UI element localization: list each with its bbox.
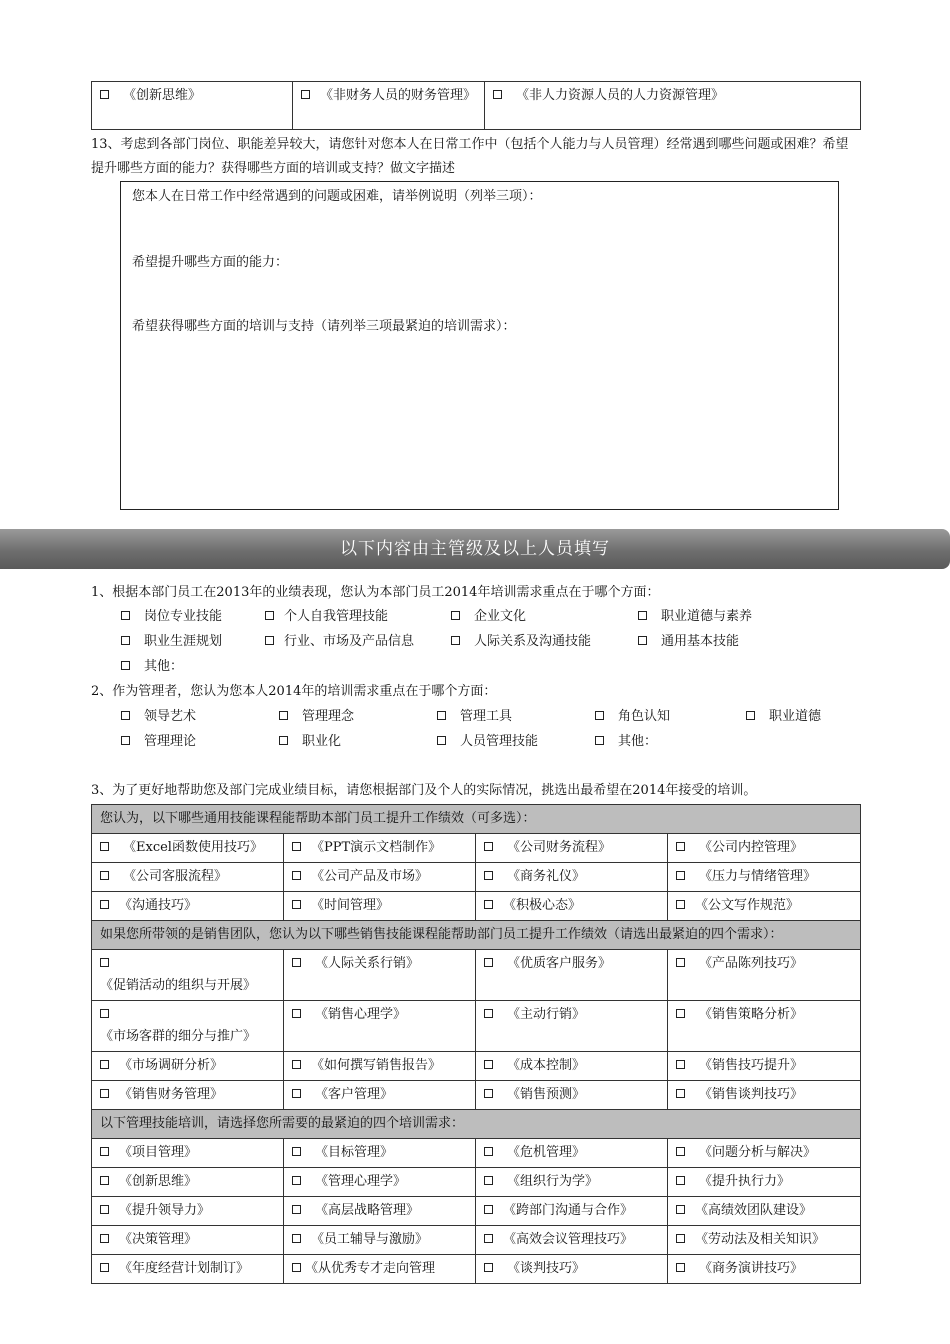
option-cell[interactable]: 《市场调研分析》 xyxy=(92,1052,284,1081)
option-cell[interactable]: 《优质客户服务》 xyxy=(476,950,668,1001)
checkbox[interactable] xyxy=(292,1234,301,1243)
checkbox[interactable] xyxy=(484,871,493,880)
option-cell[interactable]: 《时间管理》 xyxy=(284,892,476,921)
checkbox[interactable] xyxy=(265,611,274,620)
option-cell[interactable]: 《销售预测》 xyxy=(476,1081,668,1110)
option-cell[interactable]: 《提升领导力》 xyxy=(92,1197,284,1226)
option-cell[interactable]: 《高效会议管理技巧》 xyxy=(476,1226,668,1255)
checkbox[interactable] xyxy=(484,1176,493,1185)
checkbox[interactable] xyxy=(676,1205,685,1214)
q1-option[interactable]: 个人自我管理技能 xyxy=(265,607,388,627)
q13-prompt-training: 希望获得哪些方面的培训与支持（请列举三项最紧迫的培训需求）： xyxy=(132,319,516,334)
checkbox[interactable] xyxy=(292,1147,301,1156)
management-skills-header: 以下管理技能培训，请选择您所需要的最紧迫的四个培训需求： xyxy=(92,1110,861,1139)
option-cell[interactable]: 《商务礼仪》 xyxy=(476,863,668,892)
checkbox[interactable] xyxy=(676,1263,685,1272)
checkbox[interactable] xyxy=(484,1205,493,1214)
q2-option[interactable]: 管理工具 xyxy=(437,707,512,727)
checkbox[interactable] xyxy=(121,711,130,720)
option-cell[interactable]: 《劳动法及相关知识》 xyxy=(668,1226,861,1255)
checkbox[interactable] xyxy=(100,1089,109,1098)
option-cell[interactable]: 《促销活动的组织与开展》 xyxy=(92,950,284,1001)
checkbox[interactable] xyxy=(292,900,301,909)
checkbox[interactable] xyxy=(292,842,301,851)
checkbox[interactable] xyxy=(676,1009,685,1018)
option-cell[interactable]: 《PPT演示文档制作》 xyxy=(284,834,476,863)
option-cell[interactable]: 《成本控制》 xyxy=(476,1052,668,1081)
checkbox[interactable] xyxy=(484,1147,493,1156)
checkbox[interactable] xyxy=(100,90,109,99)
option-cell[interactable]: 《商务演讲技巧》 xyxy=(668,1255,861,1284)
checkbox[interactable] xyxy=(292,871,301,880)
checkbox[interactable] xyxy=(100,842,109,851)
option-cell[interactable]: 《市场客群的细分与推广》 xyxy=(92,1001,284,1052)
checkbox[interactable] xyxy=(676,1147,685,1156)
q1-option[interactable]: 其他： xyxy=(121,657,183,677)
option-cell[interactable]: 《项目管理》 xyxy=(92,1139,284,1168)
checkbox[interactable] xyxy=(100,1009,109,1018)
checkbox[interactable] xyxy=(292,1009,301,1018)
option-cell[interactable]: 《公文写作规范》 xyxy=(668,892,861,921)
option-cell[interactable]: 《压力与情绪管理》 xyxy=(668,863,861,892)
option-cell[interactable]: 《提升执行力》 xyxy=(668,1168,861,1197)
option-cell[interactable]: 《高绩效团队建设》 xyxy=(668,1197,861,1226)
option-cell[interactable]: 《非人力资源人员的人力资源管理》 xyxy=(485,82,861,130)
q2-option[interactable]: 其他： xyxy=(595,732,657,752)
question-2: 2、作为管理者，您认为您本人2014年的培训需求重点在于哪个方面： xyxy=(91,684,497,699)
option-cell[interactable]: 《客户管理》 xyxy=(284,1081,476,1110)
option-cell[interactable]: 《创新思维》 xyxy=(92,1168,284,1197)
section-banner xyxy=(0,529,950,569)
option-cell[interactable]: 《销售技巧提升》 xyxy=(668,1052,861,1081)
checkbox[interactable] xyxy=(676,1176,685,1185)
checkbox[interactable] xyxy=(437,736,446,745)
q1-option[interactable]: 岗位专业技能 xyxy=(121,607,222,627)
option-cell[interactable]: 《销售财务管理》 xyxy=(92,1081,284,1110)
sales-skills-rows xyxy=(92,950,861,1110)
q2-option[interactable]: 管理理论 xyxy=(121,732,196,752)
checkbox[interactable] xyxy=(279,711,288,720)
checkbox[interactable] xyxy=(484,1263,493,1272)
option-cell[interactable]: 《危机管理》 xyxy=(476,1139,668,1168)
option-cell[interactable]: 《公司产品及市场》 xyxy=(284,863,476,892)
checkbox[interactable] xyxy=(676,1234,685,1243)
checkbox[interactable] xyxy=(484,1060,493,1069)
checkbox[interactable] xyxy=(100,1060,109,1069)
checkbox[interactable] xyxy=(121,736,130,745)
q13-prompt-abilities: 希望提升哪些方面的能力： xyxy=(132,255,289,270)
option-cell[interactable]: 《谈判技巧》 xyxy=(476,1255,668,1284)
option-cell[interactable]: 《管理心理学》 xyxy=(284,1168,476,1197)
checkbox[interactable] xyxy=(484,958,493,967)
q2-option[interactable]: 职业道德 xyxy=(746,707,821,727)
checkbox[interactable] xyxy=(100,958,109,967)
general-skills-header: 您认为，以下哪些通用技能课程能帮助本部门员工提升工作绩效（可多选）： xyxy=(92,805,861,834)
option-cell[interactable]: 《如何撰写销售报告》 xyxy=(284,1052,476,1081)
option-cell[interactable]: 《高层战略管理》 xyxy=(284,1197,476,1226)
q13-prompt-problems: 您本人在日常工作中经常遇到的问题或困难，请举例说明（列举三项）： xyxy=(132,189,542,204)
checkbox[interactable] xyxy=(676,842,685,851)
checkbox[interactable] xyxy=(595,711,604,720)
option-cell[interactable]: 《公司内控管理》 xyxy=(668,834,861,863)
checkbox[interactable] xyxy=(100,1263,109,1272)
checkbox[interactable] xyxy=(676,958,685,967)
q1-option[interactable]: 职业生涯规划 xyxy=(121,632,222,652)
checkbox[interactable] xyxy=(676,1089,685,1098)
checkbox[interactable] xyxy=(638,611,647,620)
option-cell[interactable]: 《从优秀专才走向管理 xyxy=(284,1255,476,1284)
option-cell[interactable]: 《组织行为学》 xyxy=(476,1168,668,1197)
checkbox[interactable] xyxy=(484,1009,493,1018)
checkbox[interactable] xyxy=(301,90,310,99)
checkbox[interactable] xyxy=(100,1234,109,1243)
checkbox[interactable] xyxy=(292,1176,301,1185)
option-cell[interactable]: 《销售策略分析》 xyxy=(668,1001,861,1052)
checkbox[interactable] xyxy=(292,1060,301,1069)
option-cell[interactable]: 《目标管理》 xyxy=(284,1139,476,1168)
option-cell[interactable]: 《沟通技巧》 xyxy=(92,892,284,921)
checkbox[interactable] xyxy=(676,1060,685,1069)
checkbox[interactable] xyxy=(100,900,109,909)
option-cell[interactable]: 《人际关系行销》 xyxy=(284,950,476,1001)
question-3: 3、为了更好地帮助您及部门完成业绩目标，请您根据部门及个人的实际情况，挑选出最希望在2014年接受的培训。 xyxy=(91,783,757,798)
q2-option[interactable]: 领导艺术 xyxy=(121,707,196,727)
option-cell[interactable]: 《销售心理学》 xyxy=(284,1001,476,1052)
q2-option[interactable]: 角色认知 xyxy=(595,707,670,727)
checkbox[interactable] xyxy=(100,1176,109,1185)
q2-option[interactable]: 人员管理技能 xyxy=(437,732,538,752)
banner-title: 以下内容由主管级及以上人员填写 xyxy=(340,539,610,559)
checkbox[interactable] xyxy=(484,900,493,909)
option-cell[interactable]: 《积极心态》 xyxy=(476,892,668,921)
option-cell[interactable]: 《决策管理》 xyxy=(92,1226,284,1255)
top-course-table xyxy=(91,81,861,130)
management-skills-rows xyxy=(92,1139,861,1284)
option-cell[interactable]: 《Excel函数使用技巧》 xyxy=(92,834,284,863)
checkbox[interactable] xyxy=(676,871,685,880)
q1-option[interactable]: 通用基本技能 xyxy=(638,632,739,652)
option-cell[interactable]: 《年度经营计划制订》 xyxy=(92,1255,284,1284)
q13-answer-box[interactable] xyxy=(120,181,839,510)
checkbox[interactable] xyxy=(676,900,685,909)
training-course-table xyxy=(91,804,861,1284)
checkbox[interactable] xyxy=(638,636,647,645)
checkbox[interactable] xyxy=(595,736,604,745)
q2-option[interactable]: 管理理念 xyxy=(279,707,354,727)
option-cell[interactable]: 《公司客服流程》 xyxy=(92,863,284,892)
checkbox[interactable] xyxy=(265,636,274,645)
checkbox[interactable] xyxy=(121,636,130,645)
option-cell[interactable]: 《员工辅导与激励》 xyxy=(284,1226,476,1255)
checkbox[interactable] xyxy=(484,1089,493,1098)
q1-option[interactable]: 行业、市场及产品信息 xyxy=(265,632,414,652)
checkbox[interactable] xyxy=(292,958,301,967)
checkbox[interactable] xyxy=(292,1089,301,1098)
option-cell[interactable]: 《公司财务流程》 xyxy=(476,834,668,863)
checkbox[interactable] xyxy=(746,711,755,720)
general-skills-rows xyxy=(92,834,861,921)
option-cell[interactable]: 《主动行销》 xyxy=(476,1001,668,1052)
checkbox[interactable] xyxy=(484,1234,493,1243)
option-cell[interactable]: 《创新思维》 xyxy=(92,82,293,130)
option-cell[interactable]: 《产品陈列技巧》 xyxy=(668,950,861,1001)
checkbox[interactable] xyxy=(121,661,130,670)
checkbox[interactable] xyxy=(279,736,288,745)
option-cell[interactable]: 《跨部门沟通与合作》 xyxy=(476,1197,668,1226)
option-cell[interactable]: 《非财务人员的财务管理》 xyxy=(293,82,485,130)
question-1: 1、根据本部门员工在2013年的业绩表现，您认为本部门员工2014年培训需求重点在于哪个方面： xyxy=(91,585,660,600)
checkbox[interactable] xyxy=(292,1205,301,1214)
checkbox[interactable] xyxy=(100,871,109,880)
option-cell[interactable]: 《销售谈判技巧》 xyxy=(668,1081,861,1110)
checkbox[interactable] xyxy=(451,636,460,645)
question-13: 13、考虑到各部门岗位、职能差异较大，请您针对您本人在日常工作中（包括个人能力与人员管理）经常遇到哪些问题或困难？希望提升哪些方面的能力？获得哪些方面的培训或支持？做文字描述 xyxy=(91,137,849,176)
checkbox[interactable] xyxy=(100,1205,109,1214)
checkbox[interactable] xyxy=(451,611,460,620)
checkbox[interactable] xyxy=(292,1263,301,1272)
checkbox[interactable] xyxy=(121,611,130,620)
checkbox[interactable] xyxy=(100,1147,109,1156)
q2-option[interactable]: 职业化 xyxy=(279,732,341,752)
checkbox[interactable] xyxy=(437,711,446,720)
q1-option[interactable]: 人际关系及沟通技能 xyxy=(451,632,591,652)
checkbox[interactable] xyxy=(493,90,502,99)
option-cell[interactable]: 《问题分析与解决》 xyxy=(668,1139,861,1168)
q1-option[interactable]: 职业道德与素养 xyxy=(638,607,752,627)
checkbox[interactable] xyxy=(484,842,493,851)
q1-option[interactable]: 企业文化 xyxy=(451,607,526,627)
sales-skills-header: 如果您所带领的是销售团队，您认为以下哪些销售技能课程能帮助部门员工提升工作绩效（请选出最紧迫的四个需求）： xyxy=(92,921,861,950)
